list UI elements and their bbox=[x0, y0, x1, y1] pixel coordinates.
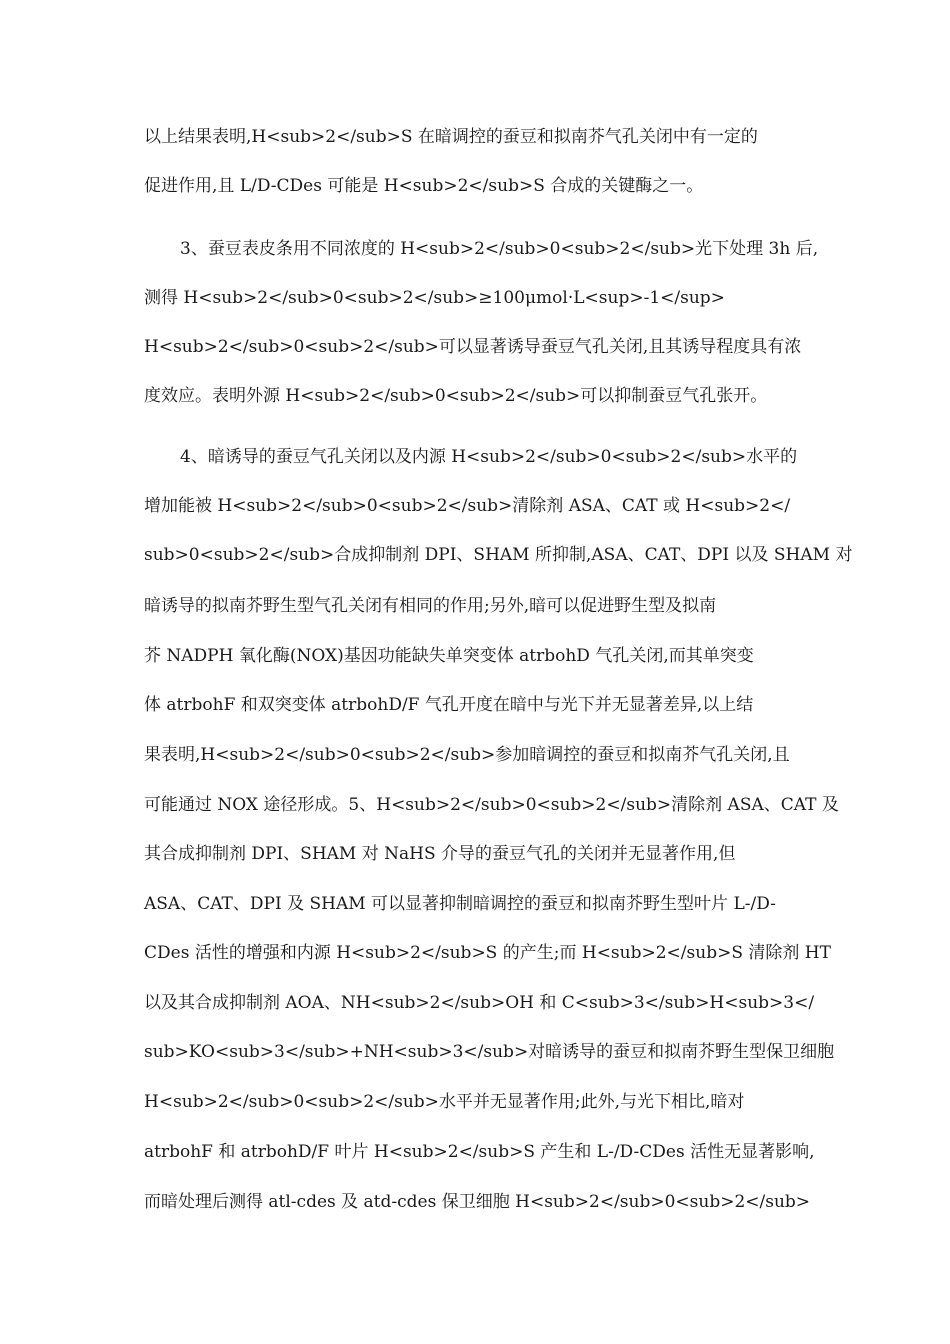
text-line: 以及其合成抑制剂 AOA、NH<sub>2</sub>OH 和 C<sub>3</sub>H<sub>3</ bbox=[144, 993, 815, 1013]
text-line: 而暗处理后测得 atl-cdes 及 atd-cdes 保卫细胞 H<sub>2</sub>0<sub>2</sub> bbox=[144, 1192, 811, 1212]
text-line: 果表明,H<sub>2</sub>0<sub>2</sub>参加暗调控的蚕豆和拟南芥气孔关闭,且 bbox=[144, 745, 790, 765]
text-line: 4、暗诱导的蚕豆气孔关闭以及内源 H<sub>2</sub>0<sub>2</sub>水平的 bbox=[180, 447, 798, 467]
text-line: 度效应。表明外源 H<sub>2</sub>0<sub>2</sub>可以抑制蚕豆气孔张开。 bbox=[144, 386, 768, 406]
text-line: 以上结果表明,H<sub>2</sub>S 在暗调控的蚕豆和拟南芥气孔关闭中有一定的 bbox=[144, 127, 758, 147]
text-line: 促进作用,且 L/D-CDes 可能是 H<sub>2</sub>S 合成的关键酶之一。 bbox=[144, 176, 704, 196]
text-line: ASA、CAT、DPI 及 SHAM 可以显著抑制暗调控的蚕豆和拟南芥野生型叶片 L-/D- bbox=[144, 894, 776, 914]
text-line: 其合成抑制剂 DPI、SHAM 对 NaHS 介导的蚕豆气孔的关闭并无显著作用,但 bbox=[144, 844, 736, 864]
text-line: H<sub>2</sub>0<sub>2</sub>水平并无显著作用;此外,与光下相比,暗对 bbox=[144, 1092, 745, 1112]
text-line: 增加能被 H<sub>2</sub>0<sub>2</sub>清除剂 ASA、CAT 或 H<sub>2</ bbox=[144, 496, 791, 516]
text-line: 芥 NADPH 氧化酶(NOX)基因功能缺失单突变体 atrbohD 气孔关闭,而其单突变 bbox=[144, 646, 754, 666]
text-line: 体 atrbohF 和双突变体 atrbohD/F 气孔开度在暗中与光下并无显著差异,以上结 bbox=[144, 695, 754, 715]
text-line: H<sub>2</sub>0<sub>2</sub>可以显著诱导蚕豆气孔关闭,且其诱导程度具有浓 bbox=[144, 337, 802, 357]
text-line: atrbohF 和 atrbohD/F 叶片 H<sub>2</sub>S 产生和 L-/D-CDes 活性无显著影响, bbox=[144, 1142, 815, 1162]
text-line: sub>0<sub>2</sub>合成抑制剂 DPI、SHAM 所抑制,ASA、CAT、DPI 以及 SHAM 对 bbox=[144, 545, 853, 565]
text-line: 3、蚕豆表皮条用不同浓度的 H<sub>2</sub>0<sub>2</sub>光下处理 3h 后, bbox=[180, 239, 819, 259]
text-line: 暗诱导的拟南芥野生型气孔关闭有相同的作用;另外,暗可以促进野生型及拟南 bbox=[144, 596, 717, 616]
text-line: CDes 活性的增强和内源 H<sub>2</sub>S 的产生;而 H<sub>2</sub>S 清除剂 HT bbox=[144, 943, 831, 963]
text-line: 测得 H<sub>2</sub>0<sub>2</sub>≥100μmol·L<sup>-1</sup> bbox=[144, 288, 725, 308]
text-line: 可能通过 NOX 途径形成。5、H<sub>2</sub>0<sub>2</sub>清除剂 ASA、CAT 及 bbox=[144, 795, 839, 815]
text-line: sub>KO<sub>3</sub>+NH<sub>3</sub>对暗诱导的蚕豆和拟南芥野生型保卫细胞 bbox=[144, 1042, 835, 1062]
